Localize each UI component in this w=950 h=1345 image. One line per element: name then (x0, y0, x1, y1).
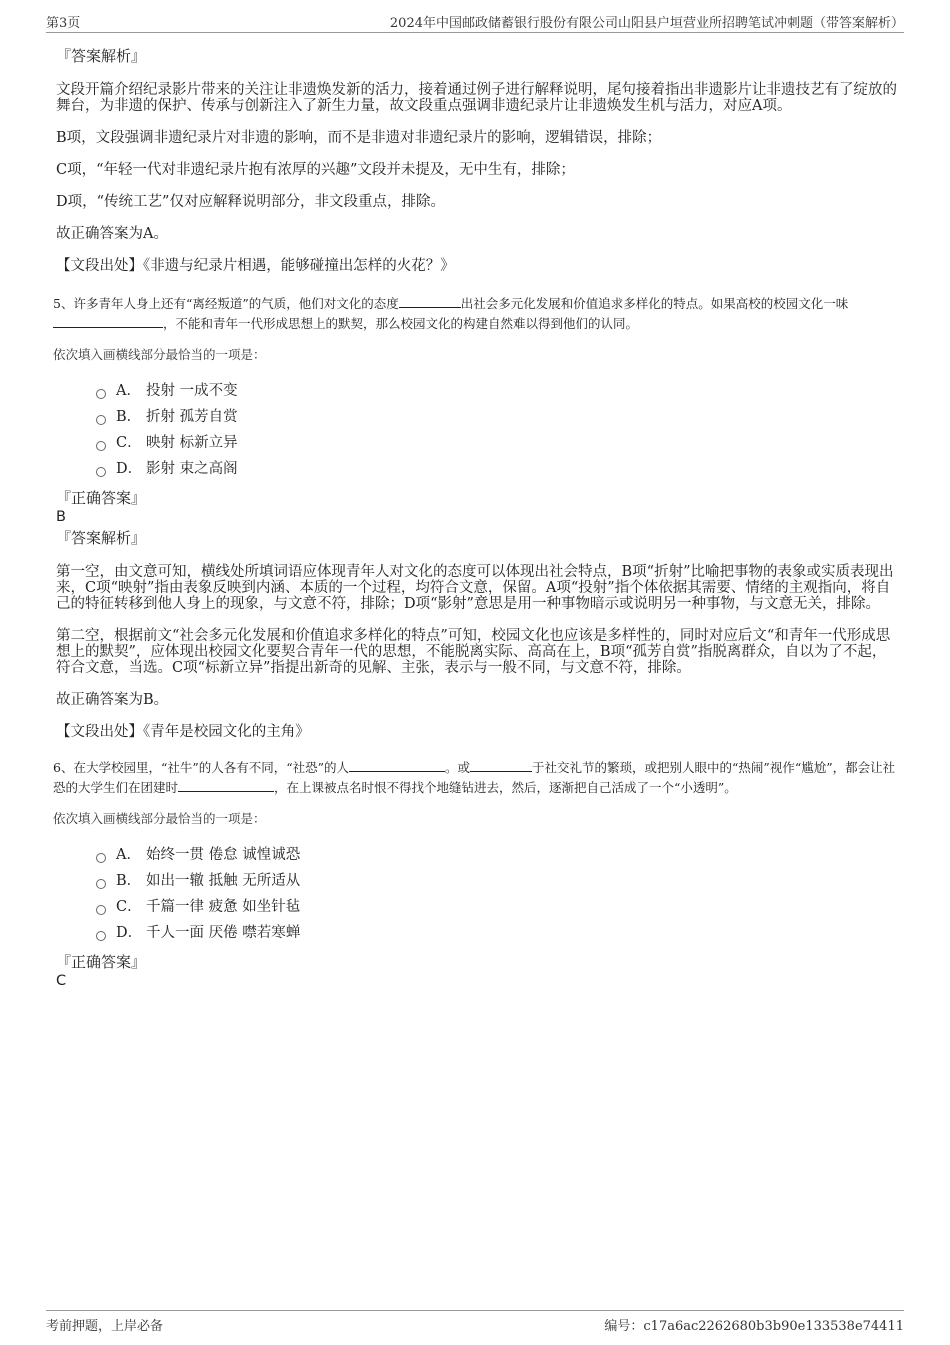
option-a[interactable]: A． 始终一贯 倦怠 诚惶诚恐 (96, 842, 898, 868)
source-citation: 【文段出处】《青年是校园文化的主角》 (56, 724, 310, 740)
fill-blank (399, 295, 461, 308)
document-code: 编号：c17a6ac2262680b3b90e133538e74411 (604, 1319, 904, 1334)
correct-answer: C (56, 973, 67, 989)
question-stem: 6、在大学校园里，“社牛”的人各有不同，“社恐”的人 。或 于社交礼节的繁琐，或把别人眼中的“热闹”视作“尴尬”，都会让社恐的大学生们在团建时 ，在上课被点名时恨不得找个地缝钻进去，然后，逐渐把自己活成了一个“小透明”。 (53, 760, 896, 795)
footer-slogan: 考前押题，上岸必备 (46, 1319, 164, 1334)
analysis-paragraph: 第一空，由文意可知，横线处所填词语应体现青年人对文化的态度可以体现出社会特点，B项“折射”比喻把事物的表象或实质表现出来，C项“映射”指由表象反映到内涵、本质的一个过程，均符合文意，保留。A项“投射”指个体依据其需要、情绪的主观指向，将自己的特征转移到他人身上的现象，与文意不符，排除；D项“影射”意思是用一种事物暗示或说明另一种事物，与文意无关，排除。 (56, 564, 894, 612)
analysis-paragraph: C项，“年轻一代对非遗纪录片抱有浓厚的兴趣”文段并未提及，无中生有，排除； (56, 162, 575, 178)
option-b[interactable]: B． 折射 孤芳自赏 (96, 404, 898, 430)
radio-icon[interactable] (96, 467, 106, 477)
document-title: 2024年中国邮政储蓄银行股份有限公司山阳县户垣营业所招聘笔试冲刺题（带答案解析） (389, 16, 904, 31)
question-instruction: 依次填入画横线部分最恰当的一项是： (53, 811, 266, 826)
analysis-paragraph: 文段开篇介绍纪录影片带来的关注让非遗焕发新的活力，接着通过例子进行解释说明，尾句接着指出非遗影片让非遗技艺有了绽放的舞台，为非遗的保护、传承与创新注入了新生力量，故文段重点强调非遗纪录片让非遗焕发生机与活力，对应A项。 (56, 82, 897, 114)
page-content (53, 44, 898, 990)
option-list (56, 378, 898, 482)
option-a[interactable]: A． 投射 一成不变 (96, 378, 898, 404)
radio-icon[interactable] (96, 389, 106, 399)
page-footer (46, 1310, 904, 1335)
radio-icon[interactable] (96, 853, 106, 863)
source-citation: 【文段出处】《非遗与纪录片相遇，能够碰撞出怎样的火花？》 (56, 258, 455, 274)
correct-answer: B (56, 509, 66, 525)
correct-answer-label: 『正确答案』 (56, 489, 147, 507)
option-c[interactable]: C． 映射 标新立异 (96, 430, 898, 456)
option-d[interactable]: D． 千人一面 厌倦 噤若寒蝉 (96, 920, 898, 946)
correct-answer-label: 『正确答案』 (56, 953, 147, 971)
option-d[interactable]: D． 影射 束之高阁 (96, 456, 898, 482)
option-c[interactable]: C． 千篇一律 疲惫 如坐针毡 (96, 894, 898, 920)
conclusion: 故正确答案为B。 (56, 692, 169, 708)
fill-blank (178, 779, 274, 792)
page-number: 第3页 (46, 16, 81, 31)
answer-analysis-label: 『答案解析』 (56, 529, 147, 547)
fill-blank (470, 759, 532, 772)
radio-icon[interactable] (96, 879, 106, 889)
radio-icon[interactable] (96, 931, 106, 941)
conclusion: 故正确答案为A。 (56, 226, 168, 242)
option-b[interactable]: B． 如出一辙 抵触 无所适从 (96, 868, 898, 894)
option-list (56, 842, 898, 946)
analysis-paragraph: 第二空，根据前文“社会多元化发展和价值追求多样化的特点”可知，校园文化也应该是多样性的，同时对应后文“和青年一代形成思想上的默契”，应体现出校园文化要契合青年一代的思想，不能脱离实际、高高在上，B项“孤芳自赏”指脱离群众，自以为了不起，符合文意，当选。C项“标新立异”指提出新奇的见解、主张，表示与一般不同，与文意不符，排除。 (56, 628, 891, 676)
page-header (46, 12, 904, 33)
question-instruction: 依次填入画横线部分最恰当的一项是： (53, 347, 266, 362)
analysis-paragraph: B项，文段强调非遗纪录片对非遗的影响，而不是非遗对非遗纪录片的影响，逻辑错误，排除； (56, 130, 662, 146)
radio-icon[interactable] (96, 905, 106, 915)
fill-blank (349, 759, 445, 772)
analysis-paragraph: D项，“传统工艺”仅对应解释说明部分，非文段重点，排除。 (56, 194, 445, 210)
radio-icon[interactable] (96, 415, 106, 425)
answer-analysis-label: 『答案解析』 (56, 47, 147, 65)
radio-icon[interactable] (96, 441, 106, 451)
fill-blank (53, 315, 163, 328)
question-stem: 5、许多青年人身上还有“离经叛道”的气质，他们对文化的态度 出社会多元化发展和价值追求多样化的特点。如果高校的校园文化一味，不能和青年一代形成思想上的默契，那么校园文化的构建自然难以得到他们的认同。 (53, 296, 849, 331)
